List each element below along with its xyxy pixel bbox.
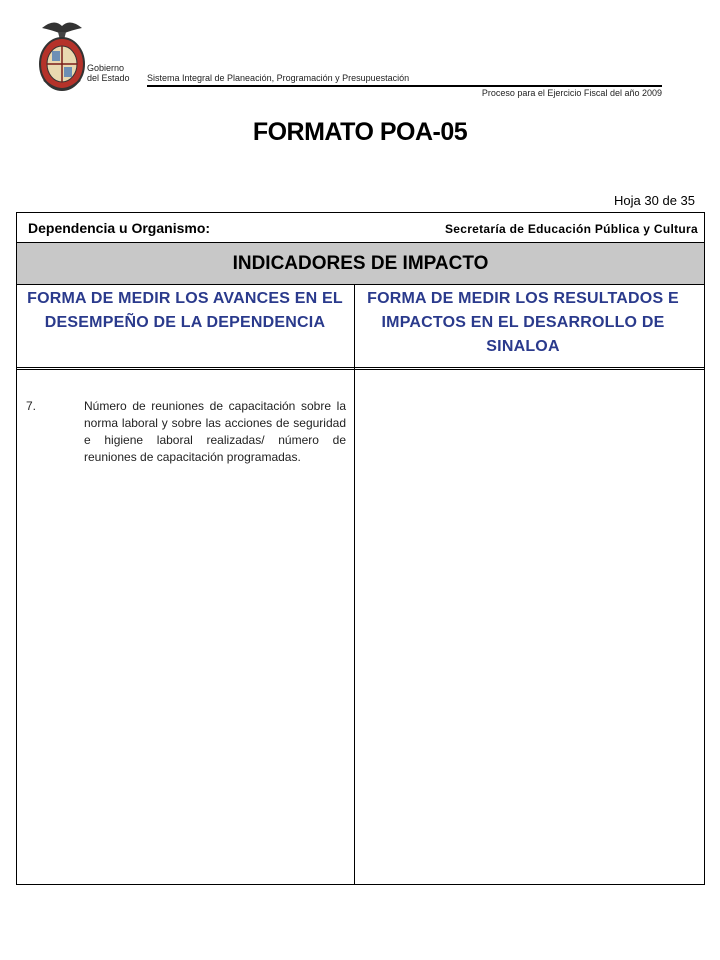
gobierno-line1: Gobierno (87, 63, 125, 73)
page-number: Hoja 30 de 35 (614, 193, 695, 208)
government-label (87, 63, 130, 83)
fiscal-process: Proceso para el Ejercicio Fiscal del año 2009 (481, 88, 662, 98)
dependency-row (17, 213, 704, 243)
item-number: 7. (26, 399, 37, 413)
gobierno-line2: del Estado (87, 73, 130, 83)
section-header (17, 243, 704, 285)
column-header-right: FORMA DE MEDIR LOS RESULTADOS E IMPACTOS EN EL DESARROLLO DE SINALOA (367, 290, 679, 355)
state-seal-icon (36, 18, 88, 96)
system-name: Sistema Integral de Planeación, Programación y Presupuestación (147, 73, 410, 83)
column-header-left: FORMA DE MEDIR LOS AVANCES EN EL DESEMPEÑO DE LA DEPENDENCIA (27, 290, 343, 331)
column-divider (354, 285, 355, 885)
page-title: FORMATO POA-05 (252, 118, 468, 146)
item-text: Número de reuniones de capacitación sobre la norma laboral y sobre las acciones de seguridad e higiene laboral realizadas/ número de reuniones de capacitación programadas. (84, 399, 346, 464)
dependency-label: Dependencia u Organismo: (28, 220, 211, 236)
dependency-value: Secretaría de Educación Pública y Cultura (444, 222, 698, 236)
list-item (26, 398, 346, 466)
header-separator (17, 367, 704, 370)
section-title: INDICADORES DE IMPACTO (232, 253, 489, 274)
header-rule (147, 85, 662, 87)
indicators-table (16, 212, 705, 885)
